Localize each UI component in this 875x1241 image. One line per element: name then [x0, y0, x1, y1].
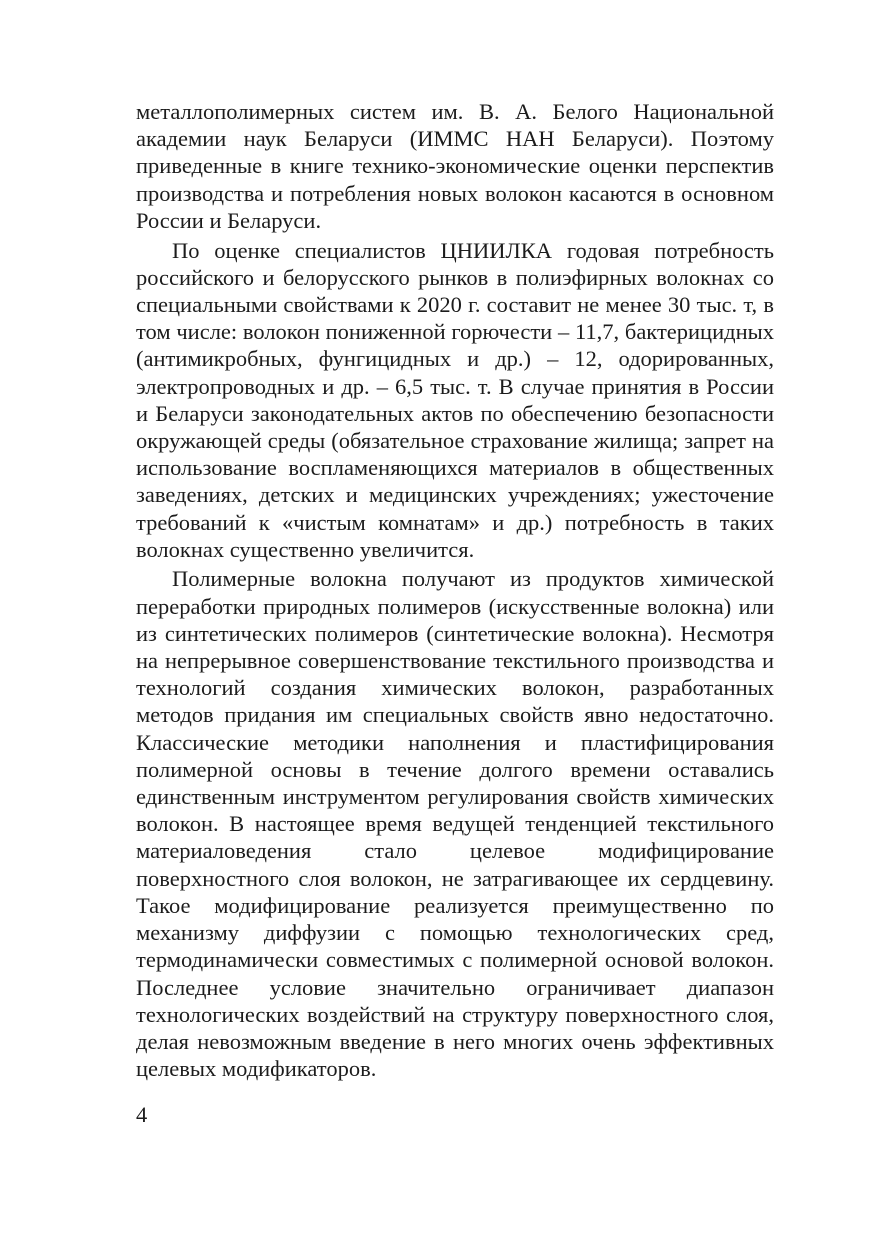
paragraph-polymer-fibers: Полимерные волокна получают из продуктов химической переработки природных полимеров (искусственные волокна) или из синтетических полимеров (синтетические волокна). Несмотря на непрерывное совершенствование текстильного производства и технологий создания химических волокон, разработанных методов придания им специальных свойств явно недостаточно. Классические методики наполнения и пластифицирования полимерной основы в течение долгого времени оставались единственным инструментом регулирования свойств химических волокон. В настоящее время ведущей тенденцией текстильного материаловедения стало целевое модифицирование поверхностного слоя волокон, не затрагивающее их сердцевину. Такое модифицирование реализуется преимущественно по механизму диффузии с помощью технологических сред, термодинамически совместимых с полимерной основой волокон. Последнее условие значительно ограничивает диапазон технологических воздействий на структуру поверхностного слоя, делая невозможным введение в него многих очень эффективных целевых модификаторов. [136, 566, 774, 1082]
page-number: 4 [136, 1102, 148, 1127]
paragraph-continuation: металлополимерных систем им. В. А. Белого Национальной академии наук Беларуси (ИММС НАН Беларуси). Поэтому приведенные в книге технико-экономические оценки перспектив производства и потребления новых волокон касаются в основном России и Беларуси. [136, 99, 774, 233]
body-text [136, 98, 774, 1085]
paragraph-market-demand: По оценке специалистов ЦНИИЛКА годовая потребность российского и белорусского рынков в полиэфирных волокнах со специальными свойствами к 2020 г. составит не менее 30 тыс. т, в том числе: волокон пониженной горючести – 11,7, бактерицидных (антимикробных, фунгицидных и др.) – 12, одорированных, электропроводных и др. – 6,5 тыс. т. В случае принятия в России и Беларуси законодательных актов по обеспечению безопасности окружающей среды (обязательное страхование жилища; запрет на использование воспламеняющихся материалов в общественных заведениях, детских и медицинских учреждениях; ужесточение требований к «чистым комнатам» и др.) потребность в таких волокнах существенно увеличится. [136, 237, 774, 562]
